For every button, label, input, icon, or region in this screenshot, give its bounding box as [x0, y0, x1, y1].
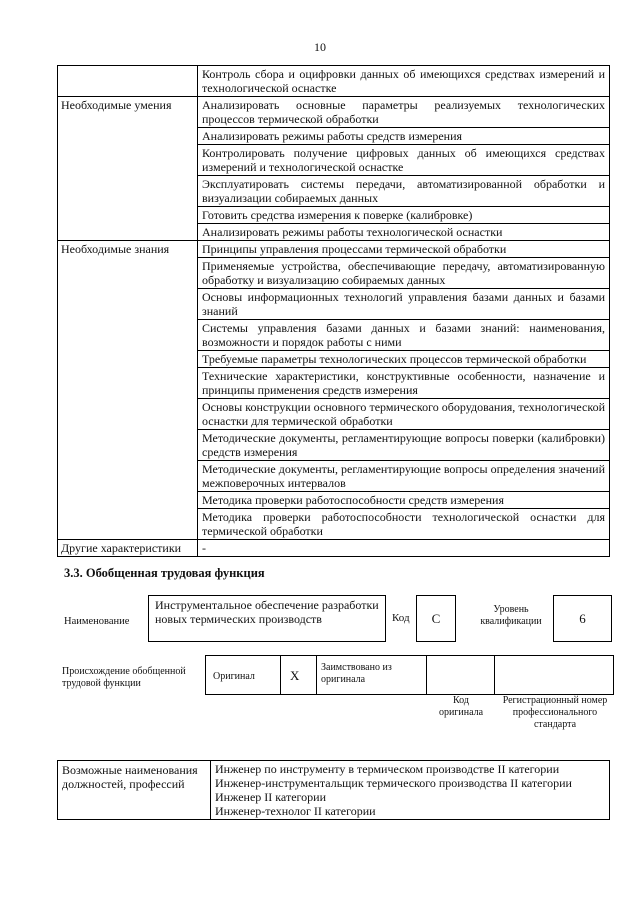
level-label: Уровень квалификации	[480, 604, 542, 627]
code-original-caption: Код оригинала	[438, 695, 484, 718]
row-text: Технические характеристики, конструктивные особенности, назначение и принципы применения средств измерения	[198, 368, 610, 399]
positions-table	[57, 760, 610, 820]
row-label: Другие характеристики	[58, 540, 198, 557]
row-text: Контролировать получение цифровых данных об имеющихся средствах измерений и технологической оснастке	[198, 145, 610, 176]
table-row	[58, 97, 610, 128]
skills-knowledge-table	[57, 65, 610, 557]
table-row	[58, 66, 610, 97]
origin-borrowed-label: Заимствовано из оригинала	[321, 662, 392, 685]
level-box	[553, 595, 612, 642]
row-text: Методика проверки работоспособности средств измерения	[198, 492, 610, 509]
position-item: Инженер II категории	[215, 790, 326, 804]
name-value: Инструментальное обеспечение разработки новых термических производств	[155, 598, 379, 626]
table-row	[58, 241, 610, 258]
origin-original-mark: X	[290, 668, 300, 683]
position-item: Инженер-технолог II категории	[215, 804, 376, 818]
reg-number-caption: Регистрационный номер профессионального стандарта	[502, 695, 608, 730]
row-label: Необходимые знания	[58, 241, 198, 540]
level-value: 6	[579, 611, 586, 626]
positions-label: Возможные наименования должностей, профессий	[58, 761, 211, 820]
row-text: Готовить средства измерения к поверке (калибровке)	[198, 207, 610, 224]
origin-label: Происхождение обобщенной трудовой функции	[62, 666, 186, 689]
row-text: Основы информационных технологий управления базами данных и базами знаний	[198, 289, 610, 320]
page-number: 10	[314, 40, 326, 54]
row-text: Методика проверки работоспособности технологической оснастки для термической обработки	[198, 509, 610, 540]
row-text: Анализировать основные параметры реализуемых технологических процессов термической обработки	[198, 97, 610, 128]
row-text: Методические документы, регламентирующие вопросы поверки (калибровки) средств измерения	[198, 430, 610, 461]
code-box	[416, 595, 456, 642]
table-row	[58, 540, 610, 557]
section-title: 3.3. Обобщенная трудовая функция	[64, 566, 265, 580]
row-text: Принципы управления процессами термической обработки	[198, 241, 610, 258]
row-label: Необходимые умения	[58, 97, 198, 241]
row-text: -	[198, 540, 610, 557]
row-text: Анализировать режимы работы средств измерения	[198, 128, 610, 145]
row-text: Основы конструкции основного термического оборудования, технологической оснастки для термической обработки	[198, 399, 610, 430]
row-text: Контроль сбора и оцифровки данных об имеющихся средствах измерений и технологической оснастке	[198, 66, 610, 97]
code-value: C	[431, 611, 441, 626]
position-item: Инженер-инструментальщик термического производства II категории	[215, 776, 572, 790]
row-text: Системы управления базами данных и базами знаний: наименования, возможности и порядок работы с ними	[198, 320, 610, 351]
positions-list	[211, 761, 610, 820]
name-label: Наименование	[64, 616, 130, 627]
code-label: Код	[392, 612, 410, 624]
position-item: Инженер по инструменту в термическом производстве II категории	[215, 762, 560, 776]
row-text: Анализировать режимы работы технологической оснастки	[198, 224, 610, 241]
row-text: Применяемые устройства, обеспечивающие передачу, автоматизированную обработку и визуализацию собираемых данных	[198, 258, 610, 289]
row-label	[58, 66, 198, 97]
row-text: Эксплуатировать системы передачи, автоматизированной обработки и визуализации собираемых данных	[198, 176, 610, 207]
name-box	[148, 595, 386, 642]
origin-original-label: Оригинал	[213, 671, 255, 682]
row-text: Методические документы, регламентирующие вопросы определения значений межповерочных интервалов	[198, 461, 610, 492]
row-text: Требуемые параметры технологических процессов термической обработки	[198, 351, 610, 368]
